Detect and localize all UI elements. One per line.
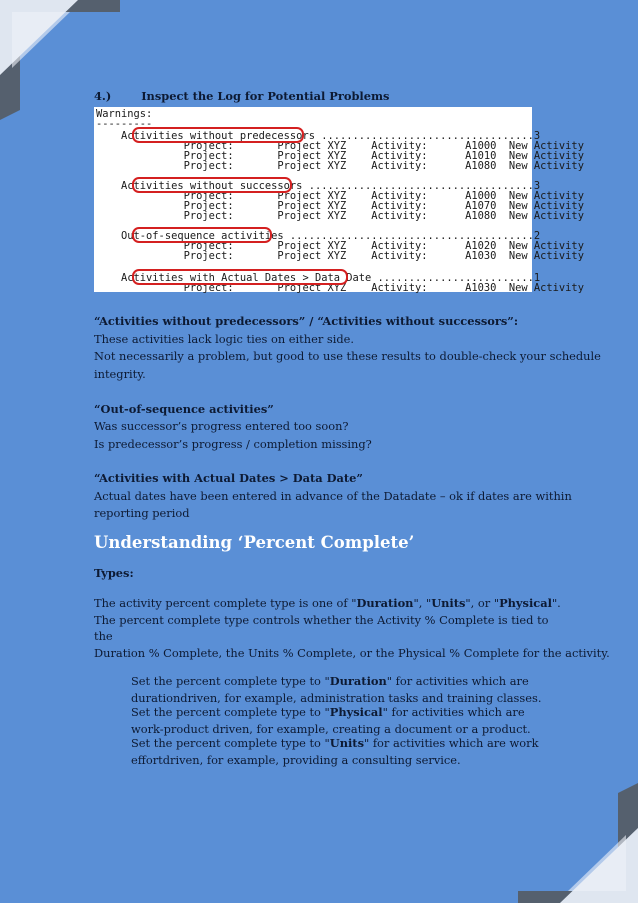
log-line: Activities without successors ....................................3 bbox=[96, 180, 541, 192]
block-title-actual-dates: “Activities with Actual Dates > Data Date” bbox=[94, 471, 363, 485]
paragraph-line: the bbox=[94, 629, 113, 643]
section-heading bbox=[94, 88, 389, 106]
paragraph-line: Actual dates have been entered in advance of the Datadate – ok if dates are within bbox=[94, 489, 572, 503]
log-line: --------- bbox=[96, 118, 153, 130]
warnings-log-image bbox=[94, 107, 584, 294]
log-line: Project: Project XYZ Activity: A1080 New Activity bbox=[96, 160, 584, 172]
log-line: Activities without predecessors ..................................3 bbox=[96, 130, 541, 142]
highlight-oval bbox=[132, 269, 348, 285]
block-title-predecessors: “Activities without predecessors” / “Activities without successors”: bbox=[94, 314, 519, 328]
text-segment: " for activities which are work bbox=[363, 736, 539, 750]
log-line: Project: Project XYZ Activity: A1070 New Activity bbox=[96, 200, 584, 212]
bold-duration: Duration bbox=[356, 596, 414, 610]
bullet-line: work-product driven, for example, creating a document or a product. bbox=[131, 722, 531, 736]
text-segment: ", " bbox=[413, 596, 432, 610]
bullet-line bbox=[131, 673, 529, 691]
paragraph-line: Duration % Complete, the Units % Complete, or the Physical % Complete for the activity. bbox=[94, 646, 610, 660]
bold-units: Units bbox=[329, 736, 364, 750]
text-segment: " for activities which are bbox=[386, 674, 529, 688]
paragraph-line: Not necessarily a problem, but good to use these results to double-check your schedule bbox=[94, 349, 601, 363]
log-line: Project: Project XYZ Activity: A1020 New Activity bbox=[96, 240, 584, 252]
section-title: Inspect the Log for Potential Problems bbox=[141, 89, 390, 103]
log-line: Project: Project XYZ Activity: A1030 New Activity bbox=[96, 282, 584, 294]
paragraph-line: The percent complete type controls whether the Activity % Complete is tied to bbox=[94, 613, 549, 627]
bold-duration: Duration bbox=[329, 674, 387, 688]
log-line: Project: Project XYZ Activity: A1080 New Activity bbox=[96, 210, 584, 222]
paragraph-line: integrity. bbox=[94, 367, 146, 381]
log-line: Project: Project XYZ Activity: A1000 New Activity bbox=[96, 190, 584, 202]
log-line: Project: Project XYZ Activity: A1030 New Activity bbox=[96, 250, 584, 262]
bottom-right-corner-decoration bbox=[508, 783, 638, 903]
highlight-oval bbox=[132, 227, 272, 243]
text-segment: Set the percent complete type to " bbox=[131, 736, 330, 750]
bullet-line: effortdriven, for example, providing a consulting service. bbox=[131, 753, 461, 767]
types-label: Types: bbox=[94, 566, 134, 580]
bold-physical: Physical bbox=[499, 596, 552, 610]
bullet-line bbox=[131, 704, 525, 722]
bullet-line bbox=[131, 735, 539, 753]
highlight-oval bbox=[132, 177, 292, 193]
log-line: Activities with Actual Dates > Data Date .........................1 bbox=[96, 272, 541, 284]
block-title-out-of-sequence: “Out-of-sequence activities” bbox=[94, 402, 274, 416]
paragraph-line: reporting period bbox=[94, 506, 190, 520]
bold-units: Units bbox=[431, 596, 466, 610]
log-line: Project: Project XYZ Activity: A1000 New Activity bbox=[96, 140, 584, 152]
paragraph-line: These activities lack logic ties on either side. bbox=[94, 332, 355, 346]
text-segment: The activity percent complete type is one of " bbox=[94, 596, 357, 610]
log-line: Warnings: bbox=[96, 108, 153, 120]
paragraph-line: Was successor’s progress entered too soon? bbox=[94, 419, 349, 433]
text-segment: " for activities which are bbox=[382, 705, 525, 719]
paragraph-line bbox=[94, 595, 561, 613]
section-number: 4.) bbox=[94, 89, 112, 103]
bullet-line: durationdriven, for example, administration tasks and training classes. bbox=[131, 691, 542, 705]
text-segment: ", or " bbox=[465, 596, 500, 610]
text-segment: ". bbox=[551, 596, 561, 610]
paragraph-line: Is predecessor’s progress / completion missing? bbox=[94, 437, 372, 451]
highlight-oval bbox=[132, 127, 304, 143]
log-line: Out-of-sequence activities .......................................2 bbox=[96, 230, 541, 242]
text-segment: Set the percent complete type to " bbox=[131, 674, 330, 688]
understanding-heading: Understanding ‘Percent Complete’ bbox=[94, 533, 415, 552]
text-segment: Set the percent complete type to " bbox=[131, 705, 330, 719]
log-line: Project: Project XYZ Activity: A1010 New Activity bbox=[96, 150, 584, 162]
bold-physical: Physical bbox=[329, 705, 383, 719]
